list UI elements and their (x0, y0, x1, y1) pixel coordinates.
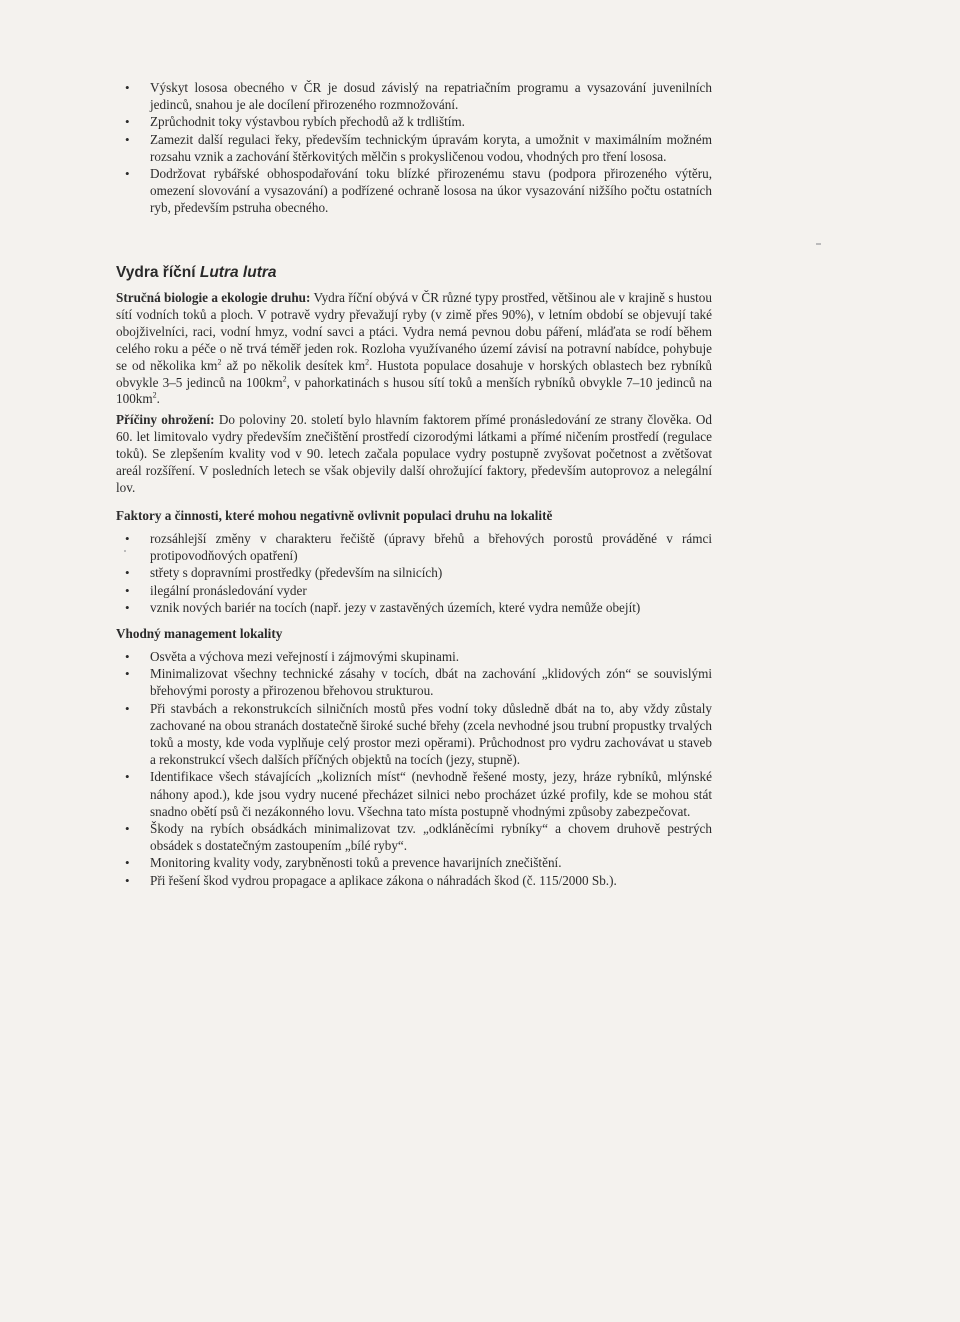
list-item: • Dodržovat rybářské obhospodařování toku blízké přirozenému stavu (podpora přirozeného výtěru, omezení slovování a vysazování) a podřízené ochraně lososa na úkor vysazování nižšího počtu ostatních ryb, především pstruha obecného. (116, 165, 712, 217)
list-item: • střety s dopravními prostředky (především na silnicích) (116, 564, 712, 581)
list-item: • Monitoring kvality vody, zarybněnosti toků a prevence havarijních znečištění. (116, 854, 712, 871)
threats-section (116, 412, 712, 497)
management-section (116, 625, 712, 889)
list-item: • Minimalizovat všechny technické zásahy v tocích, dbát na zachování „klidových zón“ se souvislými břehovými porosty a přirozenou břehovou strukturou. (116, 665, 712, 699)
factors-section (116, 507, 712, 616)
biology-section (116, 290, 712, 408)
list-item: • Zprůchodnit toky výstavbou rybích přechodů až k trdlištím. (116, 113, 712, 130)
intro-section (116, 79, 712, 217)
list-item: • Při řešení škod vydrou propagace a aplikace zákona o náhradách škod (č. 115/2000 Sb.). (116, 872, 712, 889)
biology-paragraph: Stručná biologie a ekologie druhu: Vydra říční obývá v ČR různé typy prostřed, většinou ale v krajině s hustou sítí vodních toků a ploch. V potravě vydry převažují ryby (v zimě přes 90%), v letním období se objevují také obojživelníci, raci, vodní hmyz, vodní savci a ptáci. Vydra nemá pevnou dobu páření, mláďata se rodí během celého roku a péče o ně trvá téměř jeden rok. Rozloha využívaného území závisí na potravní nabídce, pohybuje se od několika $km^2$ až po několik desítek $km^2$. Hustota populace dosahuje v horských oblastech bez rybníků obvykle 3–5 jedinců na $100km^2$, v pahorkatinách s husou sítí toků a menších rybníků obvykle 7–10 jedinců na $100km^2$. (116, 290, 713, 407)
scan-speck (816, 243, 821, 245)
section-title (116, 264, 712, 282)
list-item: • Identifikace všech stávajících „kolizních míst“ (nevhodně řešené mosty, jezy, hráze rybníků, mlýnské náhony apod.), kde jsou vydry nucené přecházet silnici nebo procházet úzké profily, kde se mohou stát snadno obětí psů či nezákonného lovu. Všechna tato místa postupně vhodnými způsoby zabezpečovat. (116, 768, 712, 820)
intro-list (116, 79, 712, 217)
section-title-prefix: Vydra říční (116, 264, 196, 281)
biology-label: Stručná biologie a ekologie druhu: (116, 290, 311, 305)
list-item: • ilegální pronásledování vyder (116, 582, 712, 599)
factors-list (116, 530, 712, 616)
scan-speck (124, 550, 126, 552)
list-item: • Při stavbách a rekonstrukcích silničních mostů přes vodní toky důsledně dbát na to, aby vždy zůstaly zachované na obou stranách dostatečně široké suché břehy (zcela nevhodné jsou trubní propustky trvalých toků a mosty, kde voda vyplňuje celý prostor mezi opěrami). Průchodnost pro vydru zachovávat u staveb a rekonstrukcí všech dalších příčných objektů na tocích (jezy, stupně). (116, 700, 712, 769)
list-item: • Zamezit další regulaci řeky, především technickým úpravám koryta, a umožnit v maximálním možném rozsahu vznik a zachování štěrkovitých mělčin s prokysličenou vodou, vhodných pro tření lososa. (116, 131, 712, 165)
section-title-latin: Lutra lutra (199, 264, 277, 281)
factors-heading: Faktory a činnosti, které mohou negativně ovlivnit populaci druhu na lokalitě (116, 508, 553, 523)
management-list (116, 648, 712, 889)
list-item: • Škody na rybích obsádkách minimalizovat tzv. „odkláněcími rybníky“ a chovem druhově pestrých obsádek s dostatečným zastoupením „bílé ryby“. (116, 820, 712, 854)
management-heading: Vhodný management lokality (116, 626, 283, 641)
list-item: • rozsáhlejší změny v charakteru řečiště (úpravy břehů a břehových porostů prováděné v rámci protipovodňových opatření) (116, 530, 712, 564)
list-item: • Výskyt lososa obecného v ČR je dosud závislý na repatriačním programu a vysazování juvenilních jedinců, snahou je ale docílení přirozeného rozmnožování. (116, 79, 712, 113)
list-item: • vznik nových bariér na tocích (např. jezy v zastavěných územích, které vydra nemůže obejít) (116, 599, 712, 616)
list-item: • Osvěta a výchova mezi veřejností i zájmovými skupinami. (116, 648, 712, 665)
threats-label: Příčiny ohrožení: (116, 412, 215, 427)
threats-paragraph: Příčiny ohrožení: Do poloviny 20. století bylo hlavním faktorem přímé pronásledování ze strany člověka. Od 60. let limitovalo vydry především znečištění prostředí cizorodými látkami a přímé ničením prostředí (regulace toků). Se zlepšením kvality vod v 90. letech začala populace vydry postupně zvyšovat početnost a zvětšovat areál rozšíření. V posledních letech se však objevily další ohrožující faktory, především autoprovoz a nelegální lov. (116, 412, 712, 495)
